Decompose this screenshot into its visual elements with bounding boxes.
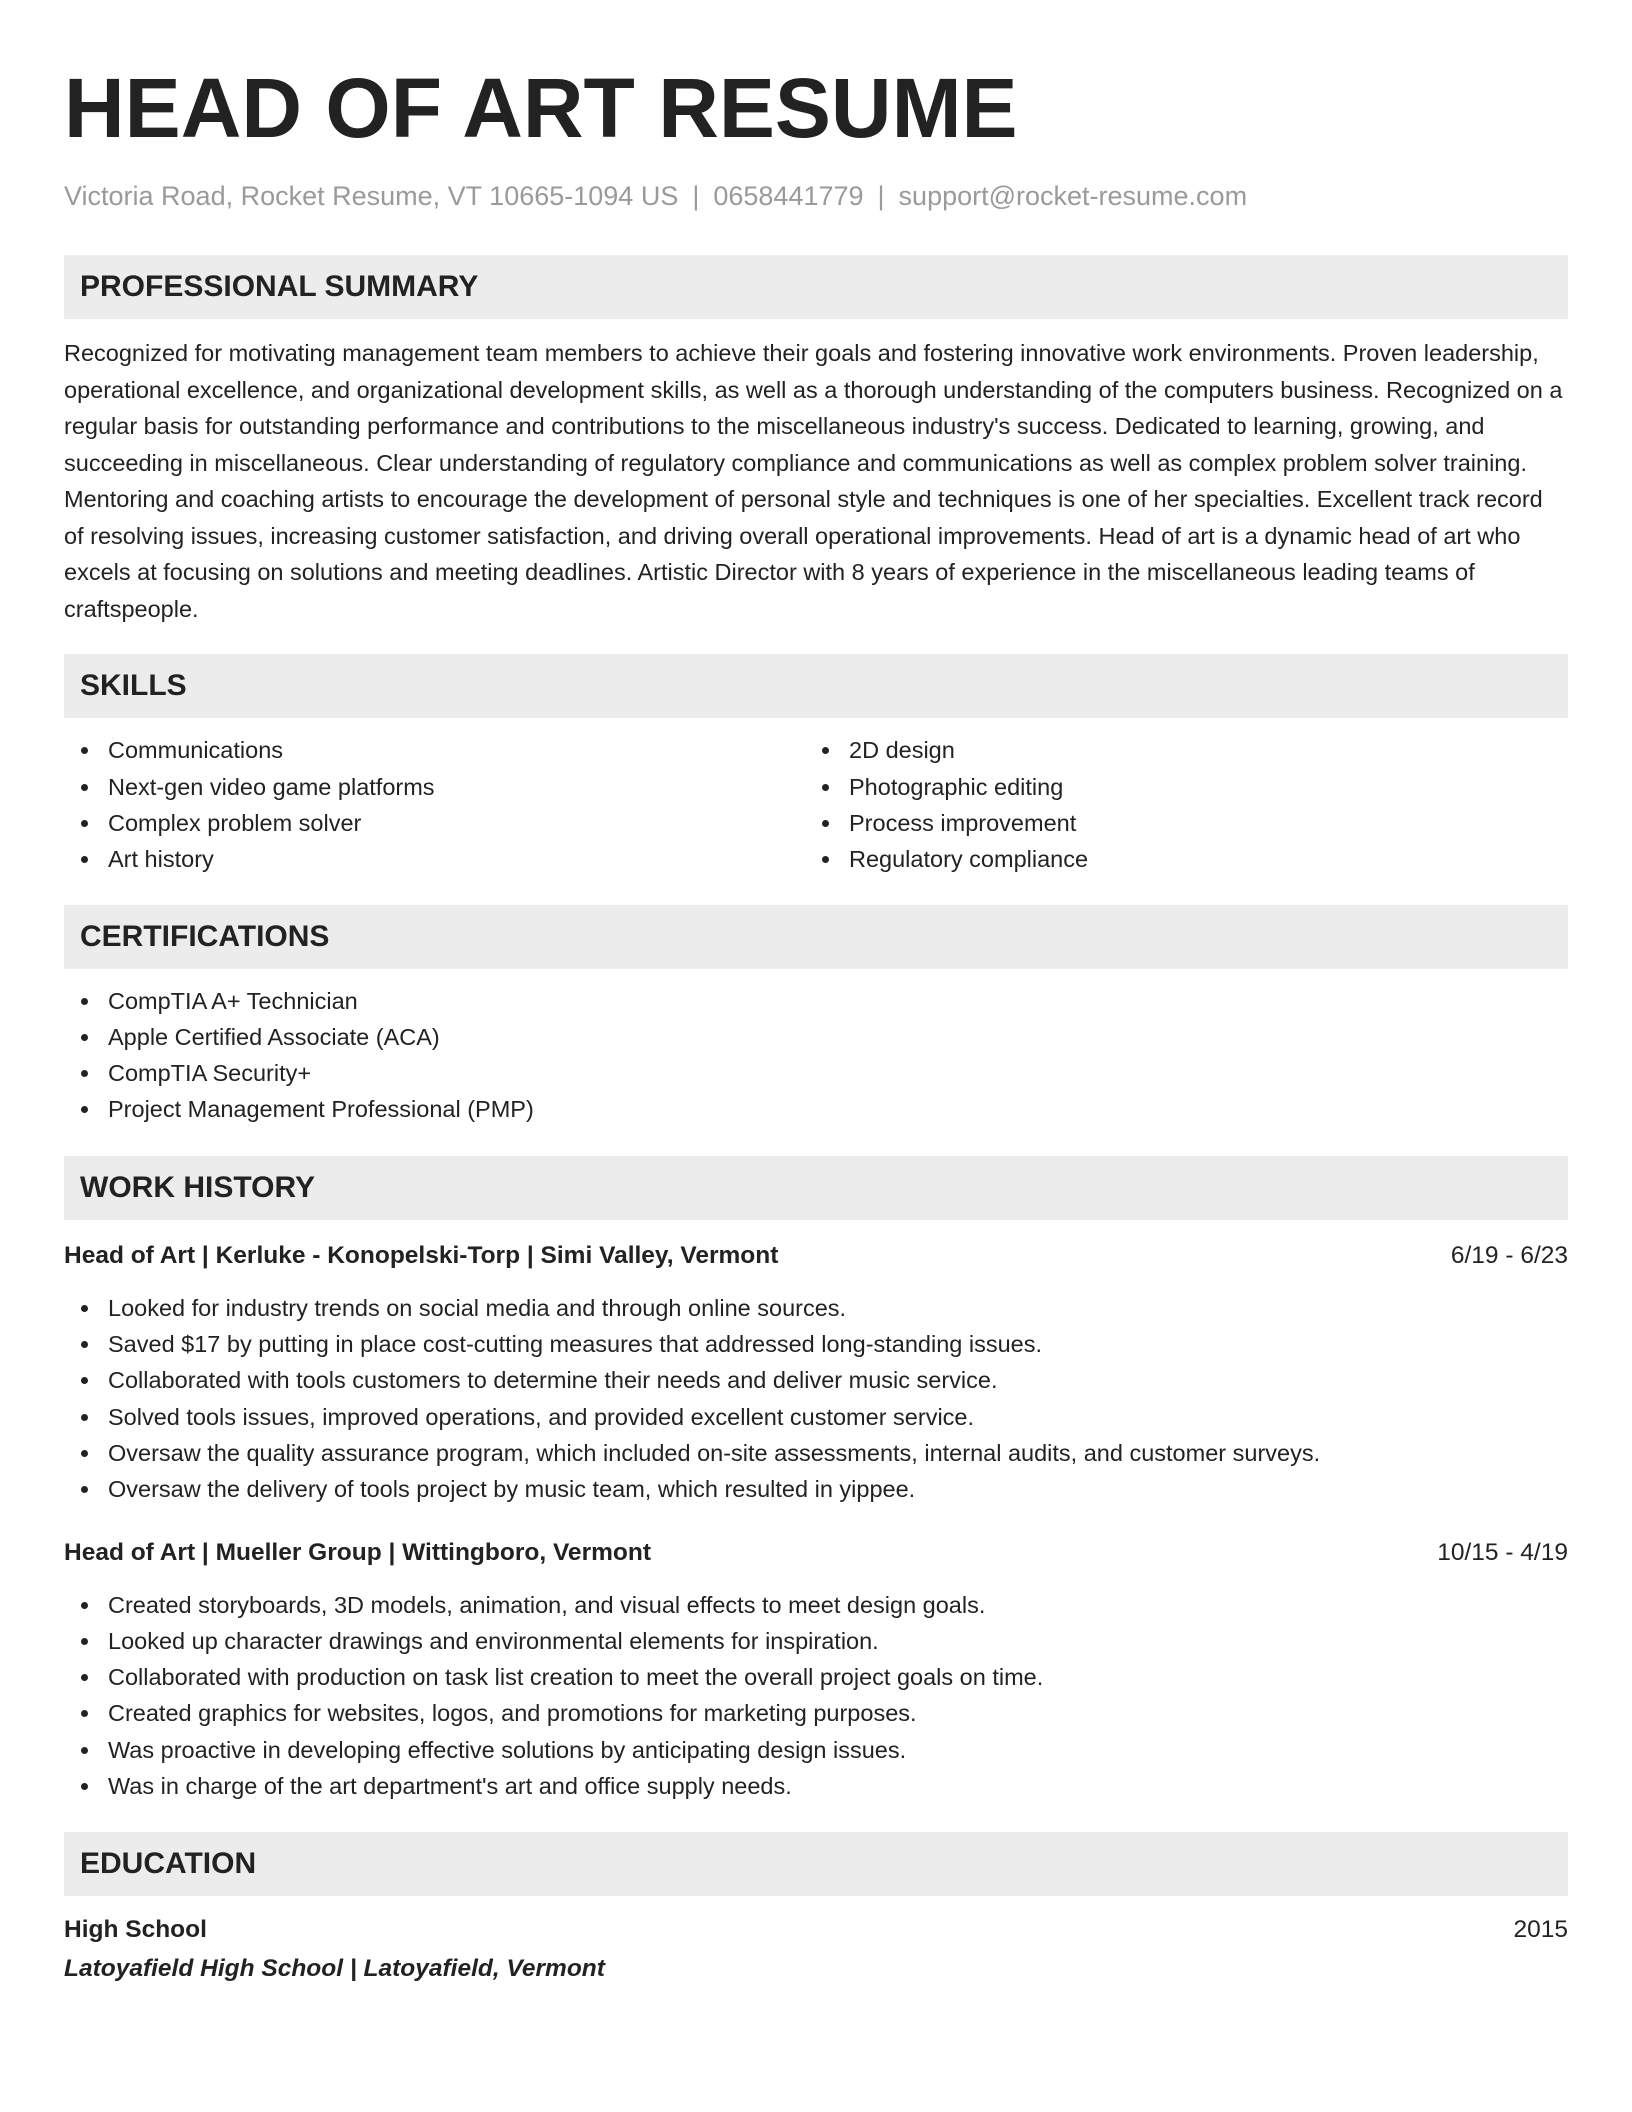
- certification-item: Project Management Professional (PMP): [108, 1091, 1568, 1127]
- skill-item: Complex problem solver: [108, 805, 805, 841]
- skill-item: Next-gen video game platforms: [108, 769, 805, 805]
- skill-item: Communications: [108, 732, 805, 768]
- job-duty: Was in charge of the art department's art and office supply needs.: [108, 1768, 1568, 1804]
- job-entry: [64, 1535, 1568, 1805]
- summary-text: Recognized for motivating management team members to achieve their goals and fostering innovative work environments. Proven leadership, operational excellence, and organizational development skills, as well as a thorough understanding of the computers business. Recognized on a regular basis for outstanding performance and contributions to the miscellaneous industry's success. Dedicated to learning, growing, and succeeding in miscellaneous. Clear understanding of regulatory compliance and communications as well as complex problem solver training. Mentoring and coaching artists to encourage the development of personal style and techniques is one of her specialties. Excellent track record of resolving issues, increasing customer satisfaction, and driving overall operational improvements. Head of art is a dynamic head of art who excels at focusing on solutions and meeting deadlines. Artistic Director with 8 years of experience in the miscellaneous leading teams of craftspeople.: [64, 340, 1563, 622]
- skills-column-left: [64, 732, 805, 877]
- contact-line: [64, 180, 1568, 212]
- certification-item: CompTIA Security+: [108, 1055, 1568, 1091]
- job-duty: Solved tools issues, improved operations, and provided excellent customer service.: [108, 1399, 1568, 1435]
- education-school: Latoyafield High School | Latoyafield, Vermont: [64, 1955, 605, 1983]
- job-duty: Looked up character drawings and environmental elements for inspiration.: [108, 1623, 1568, 1659]
- resume-title: HEAD OF ART RESUME: [64, 61, 1018, 155]
- job-duties-list: [64, 1587, 1568, 1805]
- job-header: [64, 1238, 1568, 1274]
- job-duties-list: [64, 1290, 1568, 1508]
- contact-phone: 0658441779: [713, 181, 864, 211]
- skills-column-right: [805, 732, 1568, 877]
- job-title: Head of Art | Kerluke - Konopelski-Torp | Simi Valley, Vermont: [64, 1241, 779, 1269]
- skill-item: Regulatory compliance: [849, 841, 1568, 877]
- contact-email[interactable]: support@rocket-resume.com: [898, 181, 1248, 211]
- education-degree: High School: [64, 1916, 207, 1944]
- contact-separator: |: [877, 181, 885, 211]
- certification-item: Apple Certified Associate (ACA): [108, 1019, 1568, 1055]
- skill-item: Photographic editing: [849, 769, 1568, 805]
- job-title: Head of Art | Mueller Group | Wittingboro, Vermont: [64, 1538, 651, 1566]
- education-heading: EDUCATION: [64, 1832, 1568, 1896]
- job-duty: Created storyboards, 3D models, animation, and visual effects to meet design goals.: [108, 1587, 1568, 1623]
- skill-item: 2D design: [849, 732, 1568, 768]
- certifications-list: [64, 983, 1568, 1128]
- skill-item: Process improvement: [849, 805, 1568, 841]
- job-dates: 10/15 - 4/19: [1437, 1538, 1568, 1566]
- job-duty: Saved $17 by putting in place cost-cutting measures that addressed long-standing issues.: [108, 1326, 1568, 1362]
- job-duty: Created graphics for websites, logos, and promotions for marketing purposes.: [108, 1695, 1568, 1731]
- skills-list: [64, 732, 1568, 877]
- certifications-heading: CERTIFICATIONS: [64, 905, 1568, 969]
- certification-item: CompTIA A+ Technician: [108, 983, 1568, 1019]
- job-header: [64, 1535, 1568, 1571]
- education-entry: [64, 1912, 1568, 1987]
- job-duty: Collaborated with tools customers to determine their needs and deliver music service.: [108, 1362, 1568, 1398]
- work-history-heading: WORK HISTORY: [64, 1156, 1568, 1220]
- job-duty: Was proactive in developing effective solutions by anticipating design issues.: [108, 1732, 1568, 1768]
- job-duty: Oversaw the delivery of tools project by music team, which resulted in yippee.: [108, 1471, 1568, 1507]
- job-duty: Looked for industry trends on social media and through online sources.: [108, 1290, 1568, 1326]
- education-header: [64, 1912, 1568, 1948]
- education-year: 2015: [1513, 1916, 1568, 1944]
- job-entry: [64, 1238, 1568, 1508]
- job-dates: 6/19 - 6/23: [1450, 1241, 1568, 1269]
- job-duty: Oversaw the quality assurance program, which included on-site assessments, internal audits, and customer surveys.: [108, 1435, 1568, 1471]
- contact-address: Victoria Road, Rocket Resume, VT 10665-1094 US: [64, 181, 679, 211]
- skill-item: Art history: [108, 841, 805, 877]
- contact-separator: |: [692, 181, 700, 211]
- job-duty: Collaborated with production on task list creation to meet the overall project goals on time.: [108, 1659, 1568, 1695]
- summary-heading: PROFESSIONAL SUMMARY: [64, 255, 1568, 319]
- skills-heading: SKILLS: [64, 654, 1568, 718]
